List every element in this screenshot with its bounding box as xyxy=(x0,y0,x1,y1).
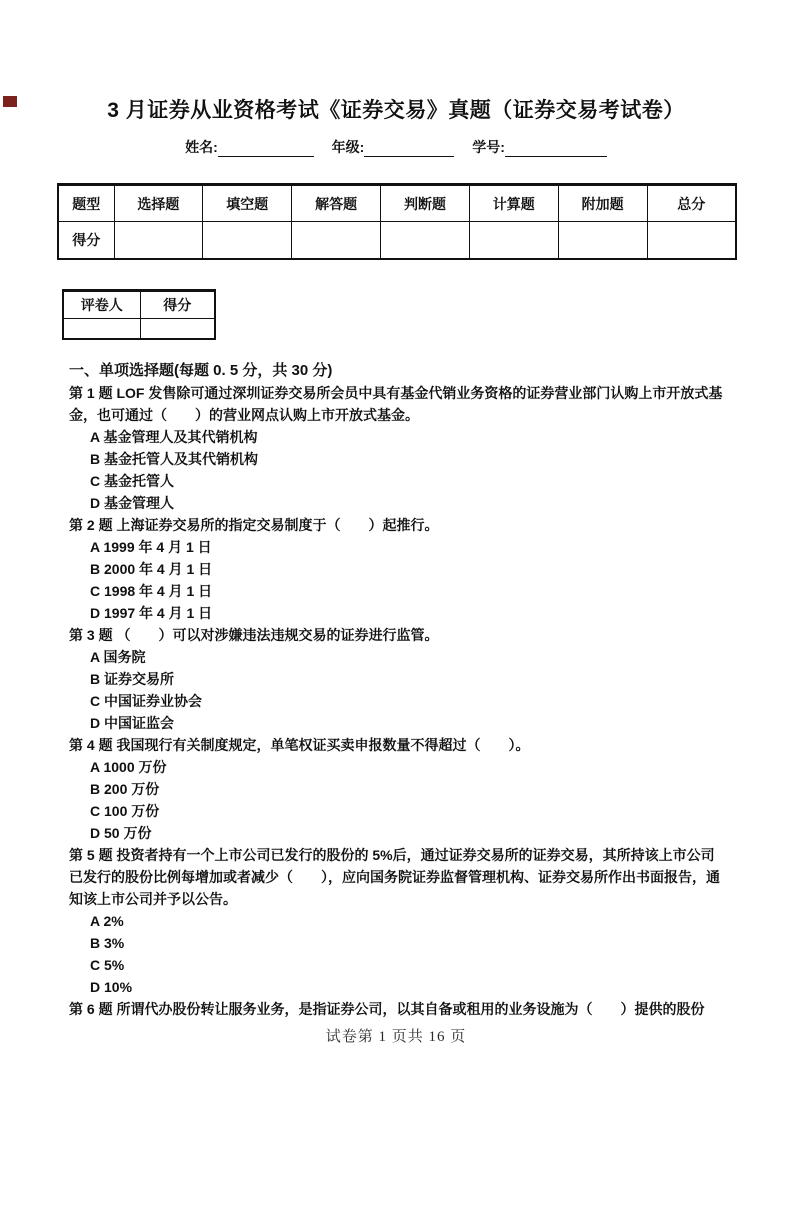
page-footer: 试卷第 1 页共 16 页 xyxy=(325,1029,467,1045)
score-cell-empty xyxy=(647,222,736,259)
score-cell-empty xyxy=(292,222,381,259)
question-option: C 5% xyxy=(90,957,125,973)
questions-container xyxy=(69,382,724,1020)
question-option: B 证券交易所 xyxy=(90,671,174,687)
question-option: B 基金托管人及其代销机构 xyxy=(90,451,258,467)
score-header-cell: 计算题 xyxy=(469,185,558,222)
name-blank xyxy=(218,142,314,157)
grader-table-header-row xyxy=(63,290,215,318)
score-cell-empty xyxy=(558,222,647,259)
question-stem: 第 1 题 LOF 发售除可通过深圳证券交易所会员中具有基金代销业务资格的证券营业部门认购上市开放式基金，也可通过（ ）的营业网点认购上市开放式基金。 xyxy=(69,385,723,423)
score-cell-empty xyxy=(203,222,292,259)
page-title: 3 月证券从业资格考试《证券交易》真题（证券交易考试卷） xyxy=(107,99,685,122)
question-option: A 国务院 xyxy=(90,649,146,665)
score-header-cell: 解答题 xyxy=(292,185,381,222)
grader-cell-empty xyxy=(140,318,215,339)
question-block xyxy=(69,844,724,998)
question-block xyxy=(69,734,724,844)
exam-body xyxy=(69,360,724,1020)
score-row-label: 得分 xyxy=(58,222,114,259)
question-stem: 第 2 题 上海证券交易所的指定交易制度于（ ）起推行。 xyxy=(69,517,439,533)
student-id-label: 学号: xyxy=(472,139,505,155)
score-header-cell: 判断题 xyxy=(381,185,470,222)
question-stem: 第 5 题 投资者持有一个上市公司已发行的股份的 5%后，通过证券交易所的证券交易，其所持该上市公司已发行的股份比例每增加或者减少（ ），应向国务院证券监督管理机构、证券交易所作出书面报告，通知该上市公司并予以公告。 xyxy=(69,847,720,907)
score-header-cell: 填空题 xyxy=(203,185,292,222)
grader-table-empty-row xyxy=(63,318,215,339)
score-header-cell: 题型 xyxy=(58,185,114,222)
question-option: D 中国证监会 xyxy=(90,715,174,731)
question-block xyxy=(69,382,724,514)
score-table-score-row xyxy=(58,222,736,259)
grade-blank xyxy=(364,142,454,157)
question-option: D 1997 年 4 月 1 日 xyxy=(90,605,213,621)
question-stem: 第 6 题 所谓代办股份转让服务业务，是指证券公司，以其自备或租用的业务设施为（ ）提供的股份 xyxy=(69,1001,705,1017)
question-option: B 3% xyxy=(90,935,125,951)
grade-label: 年级: xyxy=(331,139,365,155)
section-heading: 一、单项选择题(每题 0. 5 分，共 30 分) xyxy=(69,362,333,379)
score-header-cell: 附加题 xyxy=(558,185,647,222)
question-stem: 第 4 题 我国现行有关制度规定，单笔权证买卖申报数量不得超过（ ）。 xyxy=(69,737,530,753)
question-option: D 基金管理人 xyxy=(90,495,174,511)
question-option: A 2% xyxy=(90,913,124,929)
score-header-cell: 选择题 xyxy=(114,185,203,222)
score-table xyxy=(57,183,737,260)
question-option: A 1999 年 4 月 1 日 xyxy=(90,539,212,555)
question-block xyxy=(69,998,724,1020)
question-option: C 基金托管人 xyxy=(90,473,174,489)
question-option: B 2000 年 4 月 1 日 xyxy=(90,561,213,577)
score-cell-empty xyxy=(381,222,470,259)
name-label: 姓名: xyxy=(185,139,218,155)
score-header-cell: 总分 xyxy=(647,185,736,222)
question-option: D 10% xyxy=(90,979,133,995)
question-stem: 第 3 题 （ ）可以对涉嫌违法违规交易的证券进行监管。 xyxy=(69,627,439,643)
question-block xyxy=(69,514,724,624)
score-table-header-row xyxy=(58,185,736,222)
exam-page xyxy=(0,94,792,1214)
student-info-line xyxy=(0,137,792,157)
score-cell-empty xyxy=(469,222,558,259)
corner-marker xyxy=(3,96,17,107)
grader-header-cell: 得分 xyxy=(140,290,215,318)
question-block xyxy=(69,624,724,734)
grader-table xyxy=(62,289,216,341)
score-cell-empty xyxy=(114,222,203,259)
question-option: A 1000 万份 xyxy=(90,759,167,775)
question-option: C 100 万份 xyxy=(90,803,160,819)
question-option: C 1998 年 4 月 1 日 xyxy=(90,583,213,599)
grader-cell-empty xyxy=(63,318,140,339)
student-id-blank xyxy=(505,142,607,157)
question-option: A 基金管理人及其代销机构 xyxy=(90,429,258,445)
question-option: B 200 万份 xyxy=(90,781,160,797)
grader-header-cell: 评卷人 xyxy=(63,290,140,318)
question-option: C 中国证券业协会 xyxy=(90,693,202,709)
question-option: D 50 万份 xyxy=(90,825,152,841)
